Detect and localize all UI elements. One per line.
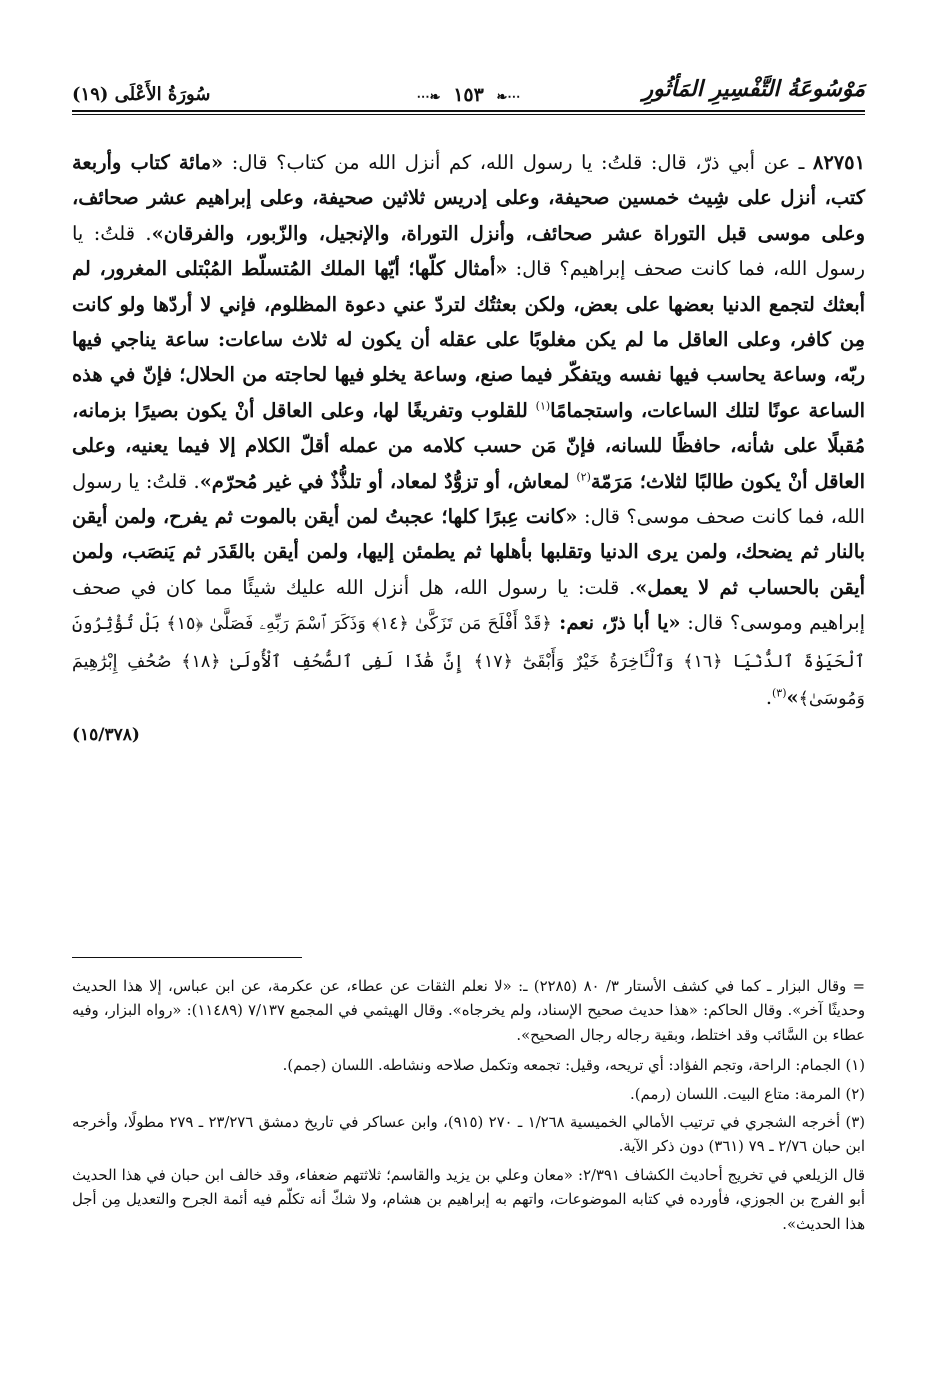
footnote-3-comment: قال الزيلعي في تخريج أحاديث الكشاف ٢/٣٩١: «معان وعلي بن يزيد والقاسم؛ ثلاثتهم ضعفاء، وقد خالف ابن حبان في هذا الحديث أبو الفرج بن الجوزي، فأورده في كتابه الموضوعات، واتهم به إبراهيم بن هشام، ولا شكّ أنه تكلّم فيه أئمة الجرح والتعديل مِن أجل هذا الحديث».	[72, 1166, 866, 1233]
hadith-paragraph	[72, 145, 865, 718]
footnote-marker[interactable]: (٣)	[771, 686, 787, 700]
hadith-segment: ـ عن أبي ذرّ، قال: قلتُ: يا رسول الله، كم أنزل الله من كتاب؟ قال:	[223, 151, 813, 174]
hadith-segment: للقلوب وتفريغًا لها، وعلى العاقل أنْ يكون بصيرًا بزمانه، مُقبلًا على شأنه، حافظًا للسانه، فإنّ مَن حسب كلامه من عمله أقلّ الكلام إلا فيما يعنيه، وعلى العاقل أنْ يكون طالبًا لثلاث؛ مَرَمّة	[72, 398, 865, 493]
hadith-segment: »	[786, 686, 799, 710]
footnote-2: (٢) المرمة: متاع البيت. اللسان (رمم).	[630, 1085, 865, 1103]
hadith-number: ٨٢٧٥١	[812, 151, 865, 174]
footnote-1: (١) الجمام: الراحة، وتجم الفؤاد: أي تريحه، وقيل: تجمعه وتكمل صلاحه ونشاطه. اللسان (جمم).	[282, 1057, 865, 1075]
hadith-segment: «يا أبا ذرّ، نعم:	[551, 611, 681, 635]
main-text	[72, 145, 865, 753]
footnotes	[72, 975, 865, 1241]
hadith-segment: . قلت: يا رسول الله، هل أنزل الله عليك شيئًا مما كان في صحف إبراهيم وموسى؟ قال:	[72, 575, 865, 635]
volume-reference: (١٥/٣٧٨)	[72, 724, 140, 745]
surah-title: سُورَةُ الأَعْلَى (١٩)	[72, 84, 211, 105]
quran-verses: ﴿قَدْ أَفْلَحَ مَن تَزَكَّىٰ ﴿١٤﴾ وَذَكَرَ ٱسْمَ رَبِّهِۦ فَصَلَّىٰ ﴿١٥﴾ بَلْ تُؤْثِرُونَ ٱلْحَيَوٰةَ ٱلدُّنْيَا ﴿١٦﴾ وَٱلْـَٔاخِرَةُ خَيْرٌ وَأَبْقَىٰٓ ﴿١٧﴾ إِنَّ هَٰذَا لَفِى ٱلصُّحُفِ ٱلْأُولَىٰ ﴿١٨﴾ صُحُفِ إِبْرَٰهِيمَ وَمُوسَىٰ﴾	[72, 614, 865, 710]
hadith-segment: . قلتُ: يا رسول الله، فما كانت صحف موسى؟ قال:	[72, 469, 866, 529]
header-rule	[72, 110, 865, 115]
footnote-continuation: = وقال البزار ـ كما في كشف الأستار ٣/ ٨٠ (٢٢٨٥) ـ: «لا نعلم الثقات عن عطاء، عن عكرمة، عن ابن عباس، إلا هذا الحديث وحديثًا آخر». وقال الحاكم: «هذا حديث صحيح الإسناد، ولم يخرجاه». وقال الهيثمي في المجمع ٧/١٣٧ (١١٤٨٩): «رواه البزار، وفيه عطاء بن السَّائب وقد اختلط، وبقية رجاله رجال الصحيح».	[72, 978, 865, 1044]
page-number: ١٥٣	[453, 84, 484, 106]
hadith-segment: .	[765, 686, 772, 710]
ornament-left-icon: ❧⋯	[416, 90, 441, 105]
page-number-block	[411, 84, 527, 106]
ornament-right-icon: ⋯❧	[496, 90, 521, 105]
footnote-3: (٣) أخرجه الشجري في ترتيب الأمالي الخميسية ١/٢٦٨ ـ ٢٧٠ (٩١٥)، وابن عساكر في تاريخ دمشق ٢٣/٢٧٦ ـ ٢٧٩ مطولًا، وأخرجه ابن حبان ٢/٧٦ ـ ٧٩ (٣٦١) دون ذكر الآية.	[72, 1114, 865, 1156]
footnote-separator	[72, 957, 302, 958]
hadith-segment: . قلتُ: يا رسول الله، فما كانت صحف إبراهيم؟ قال:	[72, 221, 865, 281]
hadith-segment: لمعاش، أو تزوُّدٌ لمعاد، أو تلذُّذٌ في غير مُحرّم»	[199, 469, 577, 493]
hadith-segment: «كانت عِبرًا كلها؛ عجبتُ لمن أيقن بالموت ثم يفرح، ولمن أيقن بالنار ثم يضحك، ولمن يرى الدنيا وتقلبها بأهلها ثم يطمئن إليها، ولمن أيقن بالقَدَر ثم يَنصَب، ولمن أيقن بالحساب ثم لا يعمل»	[72, 505, 865, 599]
footnote-marker[interactable]: (١)	[535, 399, 551, 413]
book-title: مَوْسُوعَةُ التَّفْسِيرِ المَأثُورِ	[642, 76, 865, 102]
hadith-segment: «مائة كتاب وأربعة كتب، أنزل على شِيث خمسين صحيفة، وعلى إدريس ثلاثين صحيفة، وعلى إبراهيم عشر صحائف، وعلى موسى قبل التوراة عشر صحائف، وأنزل التوراة، والإنجيل، والزّبور، والفرقان»	[72, 151, 865, 245]
page-header	[72, 70, 865, 116]
footnote-marker[interactable]: (٢)	[576, 470, 591, 484]
hadith-segment: «أمثال كلّها؛ أيّها الملك المُتسلّط المُبْتلى المغرور، لم أبعثك لتجمع الدنيا بعضها على بعض، ولكن بعثتُك لتردّ عني دعوة المظلوم، فإني لا أردّها ولو كانت مِن كافر، وعلى العاقل ما لم يكن مغلوبًا على عقله أن يكون له ثلاث ساعات: ساعة يناجي فيها ربّه، وساعة يحاسب فيها نفسه ويتفكّر فيما صنع، وساعة يخلو فيها لحاجته من الحلال؛ فإنّ في هذه الساعة عونًا لتلك الساعات، واستجمامًا	[72, 257, 866, 422]
